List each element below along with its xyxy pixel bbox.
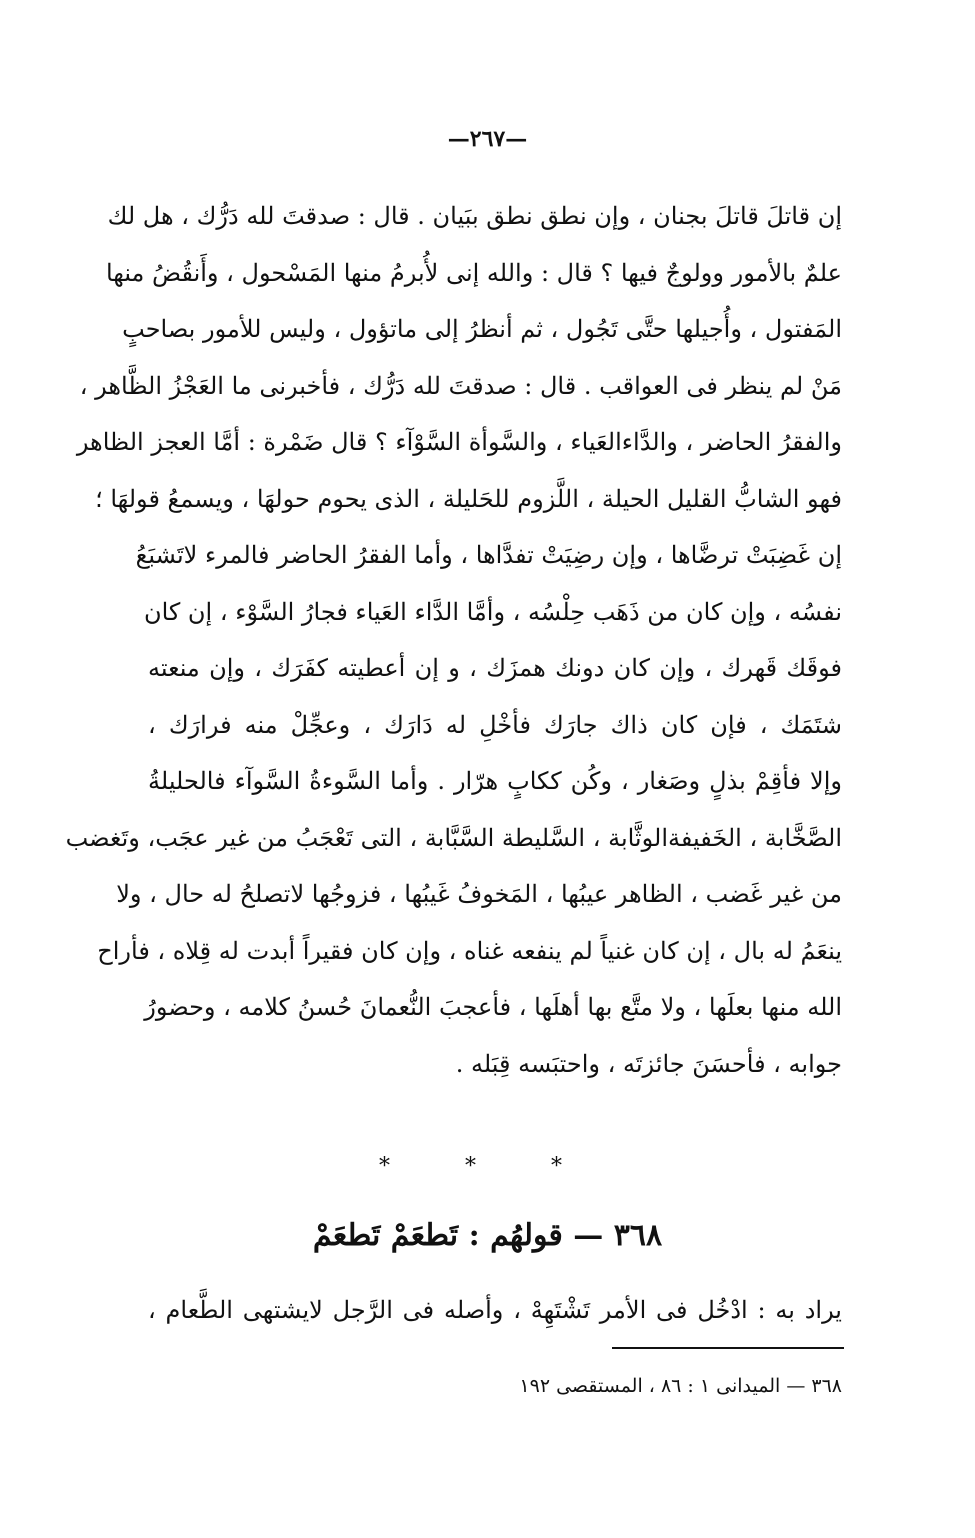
text-line: والفقرُ الحاضر ، والدَّاءالعَياء ، والسَّوأة السَّوْآء ؟ قال ضَمْرة : أمَّا العجز الظاهر	[76, 428, 842, 456]
section-separator: * * *	[379, 1154, 596, 1179]
text-line: من غير غَضب ، الظاهر عيبُها ، المَخوفُ غَيبُها ، فزوجُها لاتصلحُ له حال ، ولا	[116, 880, 842, 908]
text-line: جوابه ، فأحسَنَ جائزتَه ، واحتبَسه قِبَله .	[455, 1049, 842, 1078]
body-text	[65, 188, 842, 1092]
text-line: ينعَمُ له بال ، إن كان غنياً لم ينفعه غناه ، وإن كان فقيراً أبدت له قِلاه ، فأراح	[97, 936, 842, 965]
text-line: المَفتول ، وأُجيلها حتَّى تَجُول ، ثم أنظرُ إلى ماتؤول ، وليس للأمور بصاحبٍ	[122, 315, 842, 343]
text-line: فوقَك قَهرك ، وإن كان دونك همزَك ، و إن أعطيته كفَرَك ، وإن منعته	[148, 654, 842, 682]
text-line: الله منها بعلَها ، ولا متَّع بها أهلَها ، فأعجبَ النُّعمانَ حُسنُ كلامه ، وحضورُ	[144, 993, 842, 1021]
text-line: علمٌ بالأمور وولوجٌ فيها ؟ قال : والله إنى لأُبرمُ منها المَسْحول ، وأَنقُضُ منها	[105, 258, 842, 287]
text-line: الصَّخَّابة ، الخَفيفةالوثَّابة ، السَّليطة السَّبَّابة ، التى تَعْجَبُ من غير عجَب، وتَغضب	[65, 823, 842, 852]
footnote-divider	[612, 1347, 844, 1349]
text-line: نفسُه ، وإن كان من ذَهَب حِلْسُه ، وأمَّا الدَّاء العَياء فجارُ السَّوْء ، إن كان	[143, 597, 842, 626]
text-line: مَنْ لم ينظر فى العواقب . قال : صدقتَ لله دَرُّك ، فأخبرنى ما العَجْزُ الظَّاهر ،	[79, 371, 842, 400]
text-line: فهو الشابُّ القليل الحيلة ، اللَّزوم للحَليلة ، الذى يحوم حولهَا ، ويسمعُ قولهَا ؛	[95, 484, 842, 513]
section-first-line: يراد به : ادْخُل فى الأمر تَشْتَهِهْ ، وأصله فى الرَّجل لايشتهى الطَّعام ،	[148, 1296, 842, 1324]
section-heading: ٣٦٨ — قولهُم : تَطعَمْ تَطعَمْ	[312, 1218, 663, 1253]
page-number: —٢٦٧—	[447, 126, 528, 152]
text-line: إن قاتلَ قاتلَ بجنان ، وإن نطق نطق ببَيان . قال : صدقتَ لله دَرُّك ، هل لك	[107, 202, 842, 230]
footnote: ٣٦٨ — الميدانى ١ : ٨٦ ، المستقصى ١٩٢	[519, 1375, 842, 1397]
text-line: شتَمَك ، فإن كان ذاك جارَك فأخْلِ له دَارَك ، وعجِّلْ منه فرارَك ،	[148, 710, 842, 739]
text-line: إن غَضِبَتْ ترضَّاها ، وإن رضِيَتْ تفدَّاها ، وأما الفقرُ الحاضر فالمرء لاتَشبَعُ	[135, 541, 842, 569]
text-line: وإلا فأقِمْ بذلٍ وصَغار ، وكُن ككابٍ هرّار . وأما السَّوءةُ السَّوآء فالحليلةُ	[148, 767, 842, 795]
